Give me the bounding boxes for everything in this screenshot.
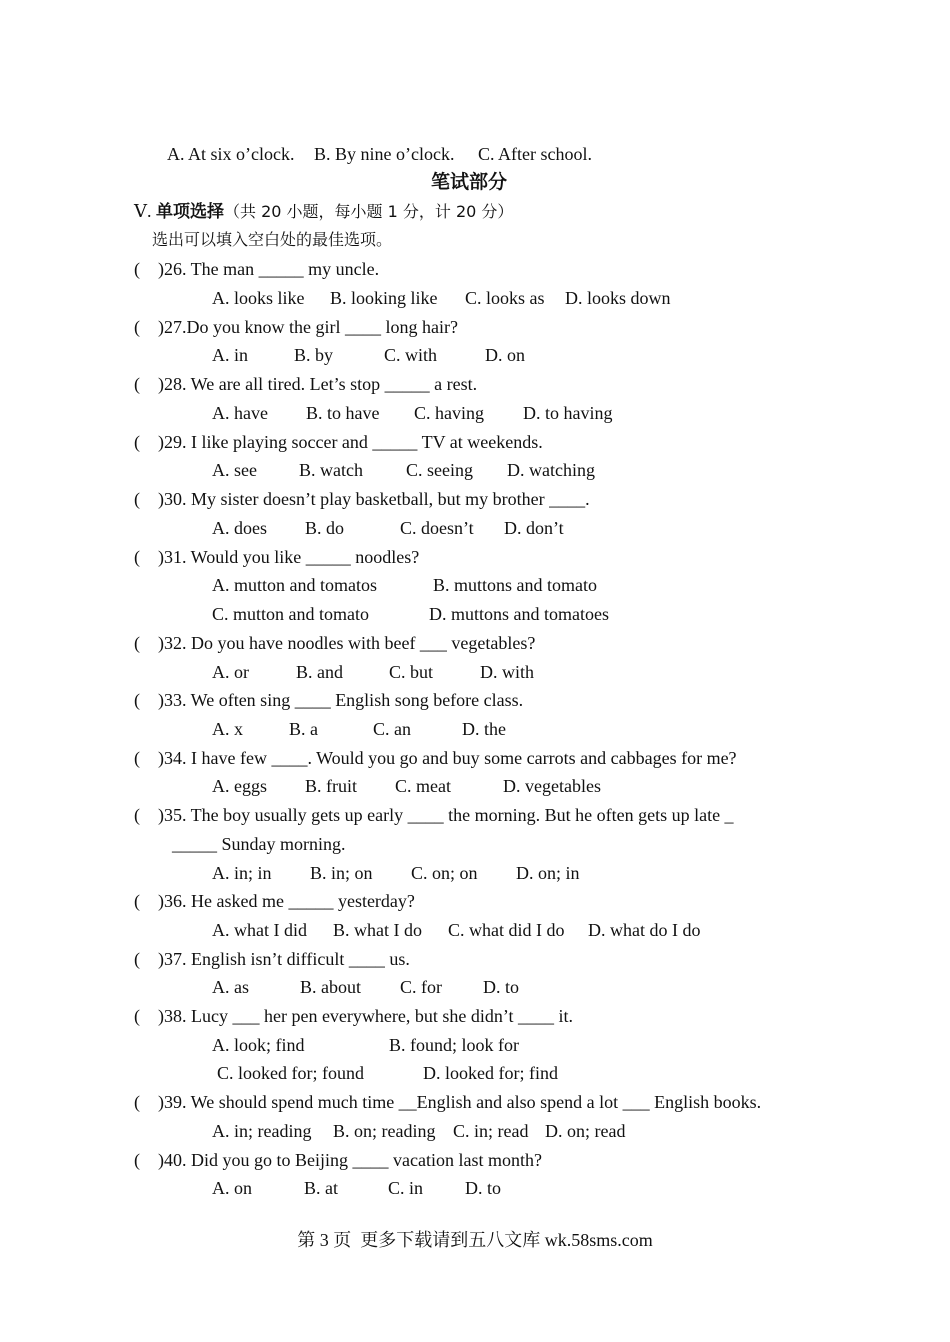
- option-a: A. mutton and tomatos: [212, 575, 377, 595]
- question-stem: ( )32. Do you have noodles with beef ___ vegetables?: [134, 633, 536, 653]
- option-c: C. an: [373, 719, 411, 739]
- prev-option-a: A. At six o’clock.: [167, 144, 295, 164]
- option-b: B. to have: [306, 403, 380, 423]
- option-d: D. vegetables: [503, 776, 601, 796]
- option-d: D. to: [483, 977, 519, 997]
- option-c: C. mutton and tomato: [212, 604, 369, 624]
- option-c: C. for: [400, 977, 442, 997]
- option-c: C. but: [389, 662, 434, 682]
- option-d: D. on: [485, 345, 525, 365]
- option-a: A. in; in: [212, 863, 272, 883]
- question-stem: ( )30. My sister doesn’t play basketball, but my brother ____.: [134, 489, 590, 509]
- option-a: A. see: [212, 460, 257, 480]
- option-d: D. on; in: [516, 863, 580, 883]
- option-d: D. the: [462, 719, 506, 739]
- option-b: B. a: [289, 719, 318, 739]
- option-a: A. or: [212, 662, 249, 682]
- question-stem: ( )27.Do you know the girl ____ long hair?: [134, 317, 458, 337]
- option-d: D. to: [465, 1178, 501, 1198]
- option-b: B. looking like: [330, 288, 438, 308]
- option-d: D. what do I do: [588, 920, 701, 940]
- option-d: D. to having: [523, 403, 613, 423]
- option-d: D. with: [480, 662, 534, 682]
- section-instruction: 选出可以填入空白处的最佳选项。: [152, 230, 393, 249]
- option-d: D. looked for; find: [423, 1063, 558, 1083]
- question-stem: ( )28. We are all tired. Let’s stop _____ a rest.: [134, 374, 478, 394]
- section-numeral: Ⅴ.: [134, 201, 156, 221]
- question-stem: ( )29. I like playing soccer and _____ TV at weekends.: [134, 432, 543, 452]
- option-c: C. meat: [395, 776, 451, 796]
- question-stem: ( )26. The man _____ my uncle.: [134, 259, 380, 279]
- question-stem: ( )31. Would you like _____ noodles?: [134, 547, 420, 567]
- option-b: B. by: [294, 345, 334, 365]
- option-b: B. found; look for: [389, 1035, 519, 1055]
- option-a: A. as: [212, 977, 249, 997]
- option-a: A. have: [212, 403, 268, 423]
- question-stem: ( )38. Lucy ___ her pen everywhere, but she didn’t ____ it.: [134, 1006, 574, 1026]
- option-c: C. looks as: [465, 288, 545, 308]
- option-c: C. doesn’t: [400, 518, 474, 538]
- option-b: B. about: [300, 977, 361, 997]
- question-stem: ( )37. English isn’t difficult ____ us.: [134, 949, 410, 969]
- option-c: C. on; on: [411, 863, 478, 883]
- option-b: B. watch: [299, 460, 363, 480]
- option-d: D. looks down: [565, 288, 671, 308]
- option-a: A. on: [212, 1178, 252, 1198]
- option-a: A. what I did: [212, 920, 307, 940]
- option-c: C. with: [384, 345, 438, 365]
- option-a: A. eggs: [212, 776, 267, 796]
- option-b: B. what I do: [333, 920, 422, 940]
- option-b: B. on; reading: [333, 1121, 436, 1141]
- option-a: A. in; reading: [212, 1121, 312, 1141]
- page-footer: 第 3 页 更多下载请到五八文库 wk.58sms.com: [297, 1230, 653, 1250]
- option-b: B. in; on: [310, 863, 373, 883]
- question-stem: ( )34. I have few ____. Would you go and buy some carrots and cabbages for me?: [134, 748, 737, 768]
- option-a: A. looks like: [212, 288, 305, 308]
- option-a: A. x: [212, 719, 243, 739]
- option-d: D. don’t: [504, 518, 564, 538]
- option-b: B. do: [305, 518, 345, 538]
- question-stem: ( )35. The boy usually gets up early ____ the morning. But he often gets up late _: [134, 805, 734, 825]
- option-d: D. watching: [507, 460, 595, 480]
- part-title: 笔试部分: [431, 171, 508, 193]
- option-a: A. does: [212, 518, 267, 538]
- option-d: D. on; read: [545, 1121, 626, 1141]
- option-a: A. in: [212, 345, 248, 365]
- option-d: D. muttons and tomatoes: [429, 604, 609, 624]
- prev-option-b: B. By nine o’clock.: [314, 144, 455, 164]
- question-stem: ( )40. Did you go to Beijing ____ vacation last month?: [134, 1150, 542, 1170]
- option-c: C. in; read: [453, 1121, 529, 1141]
- option-c: C. seeing: [406, 460, 473, 480]
- question-stem: ( )39. We should spend much time __English and also spend a lot ___ English books.: [134, 1092, 762, 1112]
- option-b: B. muttons and tomato: [433, 575, 597, 595]
- option-c: C. having: [414, 403, 484, 423]
- prev-option-c: C. After school.: [478, 144, 592, 164]
- section-header: [134, 200, 513, 223]
- section-note: （共 20 小题，每小题 1 分，计 20 分）: [224, 202, 514, 221]
- question-stem-continued: _____ Sunday morning.: [172, 834, 346, 854]
- question-stem: ( )36. He asked me _____ yesterday?: [134, 891, 415, 911]
- option-c: C. looked for; found: [217, 1063, 364, 1083]
- option-a: A. look; find: [212, 1035, 305, 1055]
- option-b: B. fruit: [305, 776, 357, 796]
- section-name: 单项选择: [156, 202, 224, 222]
- question-stem: ( )33. We often sing ____ English song before class.: [134, 690, 524, 710]
- option-c: C. in: [388, 1178, 424, 1198]
- option-c: C. what did I do: [448, 920, 565, 940]
- option-b: B. and: [296, 662, 343, 682]
- option-b: B. at: [304, 1178, 338, 1198]
